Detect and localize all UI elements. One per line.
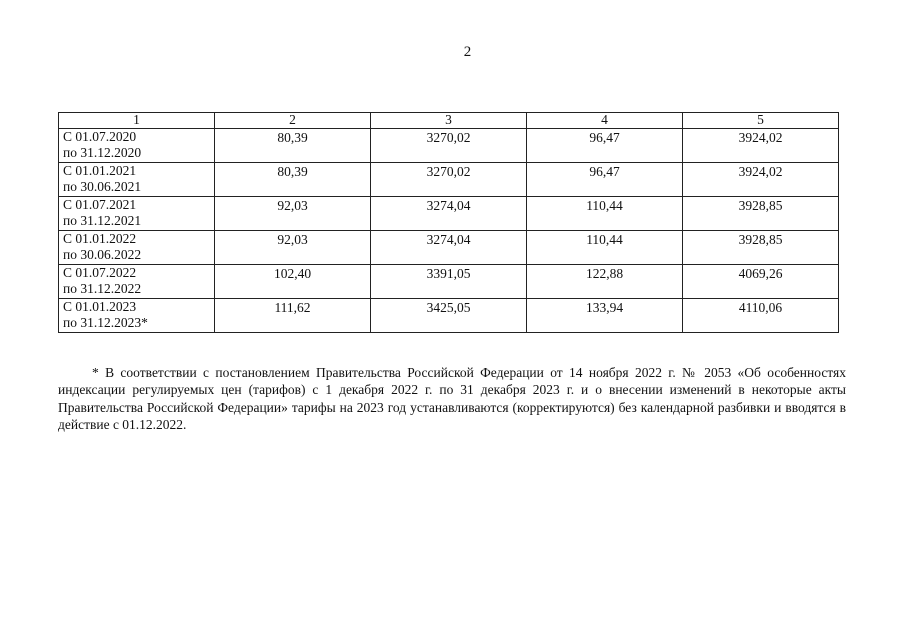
period-cell: [59, 299, 215, 333]
value-cell-col3: 3425,05: [371, 299, 527, 333]
period-cell: [59, 231, 215, 265]
period-from: С 01.07.2020: [63, 129, 137, 144]
period-to: по 31.12.2021: [63, 213, 142, 228]
period-to: по 30.06.2022: [63, 247, 142, 262]
value-cell-col3: 3391,05: [371, 265, 527, 299]
period-from: С 01.01.2023: [63, 299, 137, 314]
value-cell-col5: 4110,06: [683, 299, 839, 333]
period-to: по 31.12.2022: [63, 281, 142, 296]
value-cell-col2: 111,62: [215, 299, 371, 333]
column-header-5: 5: [683, 113, 839, 129]
column-header-2: 2: [215, 113, 371, 129]
period-cell: [59, 197, 215, 231]
value-cell-col5: 3928,85: [683, 197, 839, 231]
value-cell-col5: 4069,26: [683, 265, 839, 299]
table-row: [59, 299, 839, 333]
value-cell-col2: 80,39: [215, 163, 371, 197]
period-to: по 30.06.2021: [63, 179, 142, 194]
period-to: по 31.12.2020: [63, 145, 142, 160]
table-row: [59, 163, 839, 197]
page-number: 2: [463, 44, 472, 60]
period-from: С 01.01.2022: [63, 231, 137, 246]
value-cell-col3: 3270,02: [371, 163, 527, 197]
value-cell-col5: 3928,85: [683, 231, 839, 265]
tariff-table: [58, 112, 839, 333]
period-cell: [59, 163, 215, 197]
value-cell-col4: 96,47: [527, 163, 683, 197]
column-header-4: 4: [527, 113, 683, 129]
footnote: * В соответствии с постановлением Правительства Российской Федерации от 14 ноября 2022 г. № 2053 «Об особенностях индексации регулируемых цен (тарифов) с 1 декабря 2022 г. по 31 декабря 2023 г. и о внесении изменений в некоторые акты Правительства Российской Федерации» тарифы на 2023 год устанавливаются (корректируются) без календарной разбивки и вводятся в действие с 01.12.2022.: [58, 364, 846, 432]
period-from: С 01.07.2022: [63, 265, 137, 280]
column-header-1: 1: [59, 113, 215, 129]
value-cell-col3: 3274,04: [371, 197, 527, 231]
table-header-row: [59, 113, 839, 129]
period-cell: [59, 265, 215, 299]
table-row: [59, 265, 839, 299]
column-header-3: 3: [371, 113, 527, 129]
value-cell-col2: 102,40: [215, 265, 371, 299]
period-from: С 01.07.2021: [63, 197, 137, 212]
value-cell-col5: 3924,02: [683, 129, 839, 163]
value-cell-col5: 3924,02: [683, 163, 839, 197]
value-cell-col3: 3274,04: [371, 231, 527, 265]
value-cell-col4: 110,44: [527, 231, 683, 265]
value-cell-col2: 80,39: [215, 129, 371, 163]
period-from: С 01.01.2021: [63, 163, 137, 178]
value-cell-col4: 133,94: [527, 299, 683, 333]
value-cell-col4: 96,47: [527, 129, 683, 163]
value-cell-col4: 110,44: [527, 197, 683, 231]
value-cell-col4: 122,88: [527, 265, 683, 299]
value-cell-col2: 92,03: [215, 197, 371, 231]
table-row: [59, 231, 839, 265]
value-cell-col2: 92,03: [215, 231, 371, 265]
period-to: по 31.12.2023*: [63, 315, 148, 330]
period-cell: [59, 129, 215, 163]
table-row: [59, 129, 839, 163]
value-cell-col3: 3270,02: [371, 129, 527, 163]
table-row: [59, 197, 839, 231]
